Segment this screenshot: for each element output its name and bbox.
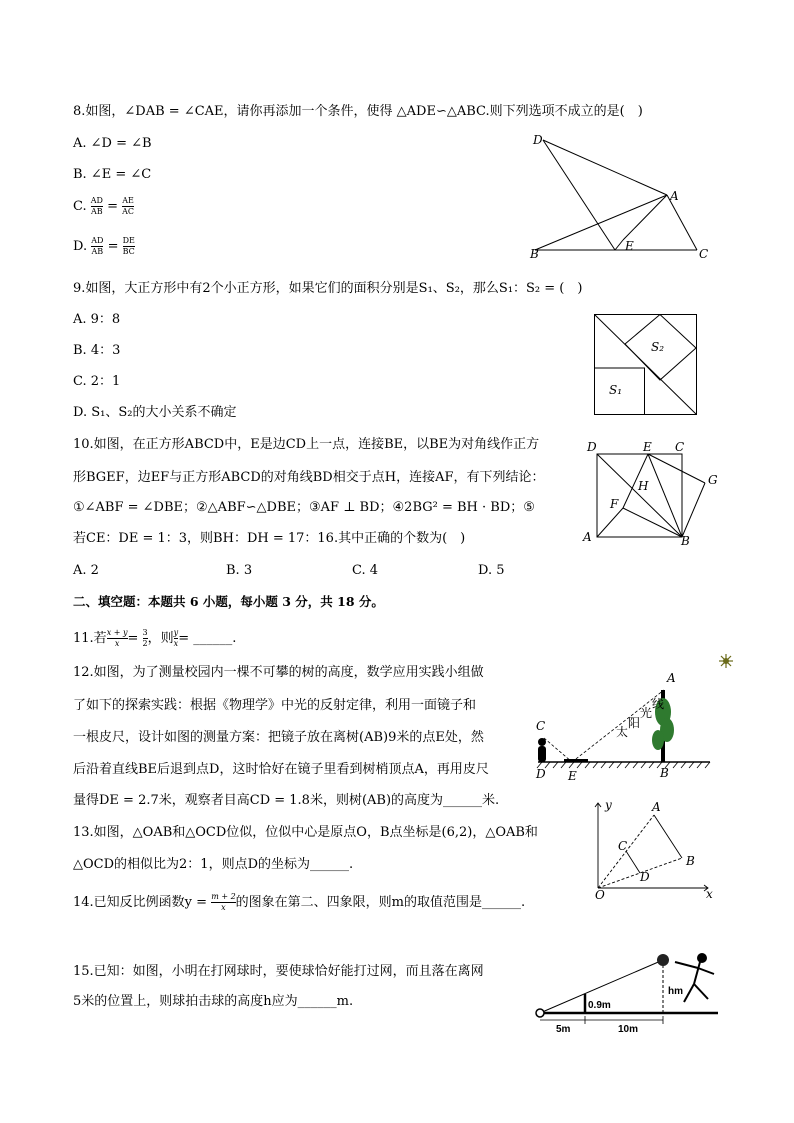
q14-tail: 的图象在第二、四象限，则m的取值范围是______.	[235, 895, 526, 910]
q14-frac-den: x	[221, 903, 226, 912]
q8-d-den1: AB	[91, 247, 104, 256]
q11-eq: =	[127, 631, 143, 646]
q13-fig-label-D: D	[640, 870, 650, 884]
q8-stem: 8.如图，∠DAB = ∠CAE，请你再添加一个条件，使得 △ADE∽△ABC.则下列选项不成立的是( )	[73, 104, 643, 119]
q12-figure	[530, 650, 770, 790]
q15-net-height: 0.9m	[588, 1000, 611, 1011]
q12-line-3: 一根皮尺，设计如图的测量方案：把镜子放在离树(AB)9米的点E处，然	[73, 730, 484, 745]
q14-frac-num: m + 2	[211, 892, 236, 901]
q11-prefix: 11.若	[73, 631, 107, 646]
q12-line-5: 量得DE = 2.7米，观察者目高CD = 1.8米，则树(AB)的高度为______米.	[73, 793, 500, 808]
q10-option-d[interactable]: D. 5	[478, 563, 505, 578]
q10-line-3: ①∠ABF = ∠DBE；②△ABF∽△DBE；③AF ⊥ BD；④2BG² = BH · BD；⑤	[73, 500, 535, 515]
q10-line-4: 若CE：DE = 1：3，则BH：DH = 17：16.其中正确的个数为( )	[73, 531, 466, 546]
q8-c-num2: AE	[122, 196, 134, 205]
q12-line-2: 了如下的探索实践：根据《物理学》中光的反射定律，利用一面镜子和	[73, 698, 477, 713]
q8-c-num1: AD	[90, 196, 103, 205]
q12-sun-char-3: 光	[640, 706, 653, 720]
q9-fig-label-S1: S₁	[609, 383, 623, 397]
q8-fig-label-D: D	[533, 133, 543, 147]
q15-line-1: 15.已知：如图，小明在打网球时，要使球恰好能打过网，而且落在离网	[73, 964, 484, 979]
q11-frac1-den: x	[114, 639, 120, 648]
q8-c-den2: AC	[122, 207, 135, 216]
q11-frac3-den: x	[173, 639, 179, 648]
q13-fig-label-y: y	[605, 798, 612, 812]
observer-figure	[538, 738, 546, 762]
q9-figure	[594, 314, 698, 416]
q9-option-c[interactable]: C. 2：1	[73, 374, 121, 389]
q13-fig-label-C: C	[618, 839, 628, 853]
q8-fig-label-A: A	[670, 189, 679, 203]
q15-hit-height: hm	[668, 986, 683, 997]
section-2-heading: 二、填空题：本题共 6 小题，每小题 3 分，共 18 分。	[73, 594, 384, 609]
q12-sun-char-1: 太	[616, 725, 629, 739]
q12-line-1: 12.如图，为了测量校园内一棵不可攀的树的高度，数学应用实践小组做	[73, 665, 484, 680]
q11-frac2-num: 3	[142, 628, 148, 637]
q8-d-num2: DE	[122, 236, 135, 245]
q8-d-num1: AD	[91, 236, 104, 245]
q12-fig-label-A: A	[667, 671, 676, 685]
q11-tail: = ______.	[178, 631, 237, 646]
q13-figure	[590, 795, 720, 900]
q13-fig-label-A: A	[652, 800, 661, 814]
q8-option-c-prefix: C.	[73, 199, 87, 214]
q10-figure	[580, 438, 720, 548]
q10-option-a[interactable]: A. 2	[73, 563, 99, 578]
q10-fig-label-F: F	[610, 497, 619, 511]
q9-option-d[interactable]: D. S₁、S₂的大小关系不确定	[73, 405, 237, 420]
q15-figure	[530, 944, 730, 1034]
q12-fig-label-C: C	[536, 719, 546, 733]
q10-fig-label-A: A	[583, 530, 592, 544]
q13-line-2: △OCD的相似比为2：1，则点D的坐标为______.	[73, 857, 354, 872]
ball-landing-icon	[536, 1009, 544, 1017]
q8-option-c[interactable]: C. $\frac{AD}{AB}$ = $\frac{AE}{AC}$	[73, 196, 135, 216]
q8-option-a[interactable]: A. ∠D = ∠B	[73, 136, 152, 151]
q11-line	[73, 628, 236, 649]
q10-option-c[interactable]: C. 4	[352, 563, 379, 578]
q8-option-d[interactable]: D. $\frac{AD}{AB}$ = $\frac{DE}{BC}$	[73, 236, 135, 256]
q10-fig-label-H: H	[638, 479, 649, 493]
q12-line-4: 后沿着直线BE后退到点D，这时恰好在镜子里看到树梢顶点A，再用皮尺	[73, 762, 489, 777]
q11-mid: ，则	[147, 631, 174, 646]
q10-fig-label-G: G	[708, 473, 718, 487]
q8-option-b[interactable]: B. ∠E = ∠C	[73, 167, 152, 182]
q14-line	[73, 892, 525, 913]
q10-fig-label-E: E	[643, 440, 652, 454]
q10-line-2: 形BGEF，边EF与正方形ABCD的对角线BD相交于点H，连接AF，有下列结论：	[73, 470, 545, 485]
q13-fig-label-O: O	[595, 888, 605, 902]
q11-frac3-num: y	[173, 628, 179, 637]
q12-sun-char-4: 线	[652, 697, 665, 711]
q14-prefix: 14.已知反比例函数y =	[73, 895, 208, 910]
q9-option-a[interactable]: A. 9：8	[73, 312, 121, 327]
mirror	[564, 759, 588, 762]
q13-line-1: 13.如图，△OAB和△OCD位似，位似中心是原点O，B点坐标是(6,2)，△OAB和	[73, 825, 538, 840]
sun-icon	[719, 654, 733, 668]
q8-fig-label-B: B	[530, 247, 539, 261]
q8-c-den1: AB	[91, 207, 103, 216]
q12-fig-label-D: D	[536, 767, 546, 781]
q12-fig-label-E: E	[568, 769, 577, 783]
q12-fig-label-B: B	[660, 766, 669, 780]
q13-fig-label-B: B	[686, 854, 695, 868]
q11-frac2-den: 2	[142, 639, 148, 648]
q15-dist-10m: 10m	[618, 1024, 639, 1035]
q10-fig-label-B: B	[681, 534, 690, 548]
q9-fig-label-S2: S₂	[651, 340, 665, 354]
q8-d-den2: BC	[122, 247, 135, 256]
q9-stem: 9.如图，大正方形中有2个小正方形，如果它们的面积分别是S₁、S₂，那么S₁：S₂ = ( )	[73, 281, 583, 296]
q10-option-b[interactable]: B. 3	[226, 563, 253, 578]
q9-option-b[interactable]: B. 4：3	[73, 343, 121, 358]
q15-dist-5m: 5m	[556, 1024, 571, 1035]
q12-sun-char-2: 阳	[628, 716, 641, 730]
q15-line-2: 5米的位置上，则球拍击球的高度h应为______m.	[73, 994, 354, 1009]
tennis-ball-icon	[657, 954, 669, 966]
q10-line-1: 10.如图，在正方形ABCD中，E是边CD上一点，连接BE，以BE为对角线作正方	[73, 437, 540, 452]
q8-figure	[525, 130, 715, 265]
q11-frac1-num: x + y	[106, 628, 128, 637]
q13-fig-label-x: x	[706, 887, 713, 901]
q10-fig-label-C: C	[675, 440, 685, 454]
q8-fig-label-E: E	[625, 239, 634, 253]
q10-fig-label-D: D	[587, 440, 597, 454]
q8-option-d-prefix: D.	[73, 239, 88, 254]
q8-fig-label-C: C	[699, 247, 709, 261]
